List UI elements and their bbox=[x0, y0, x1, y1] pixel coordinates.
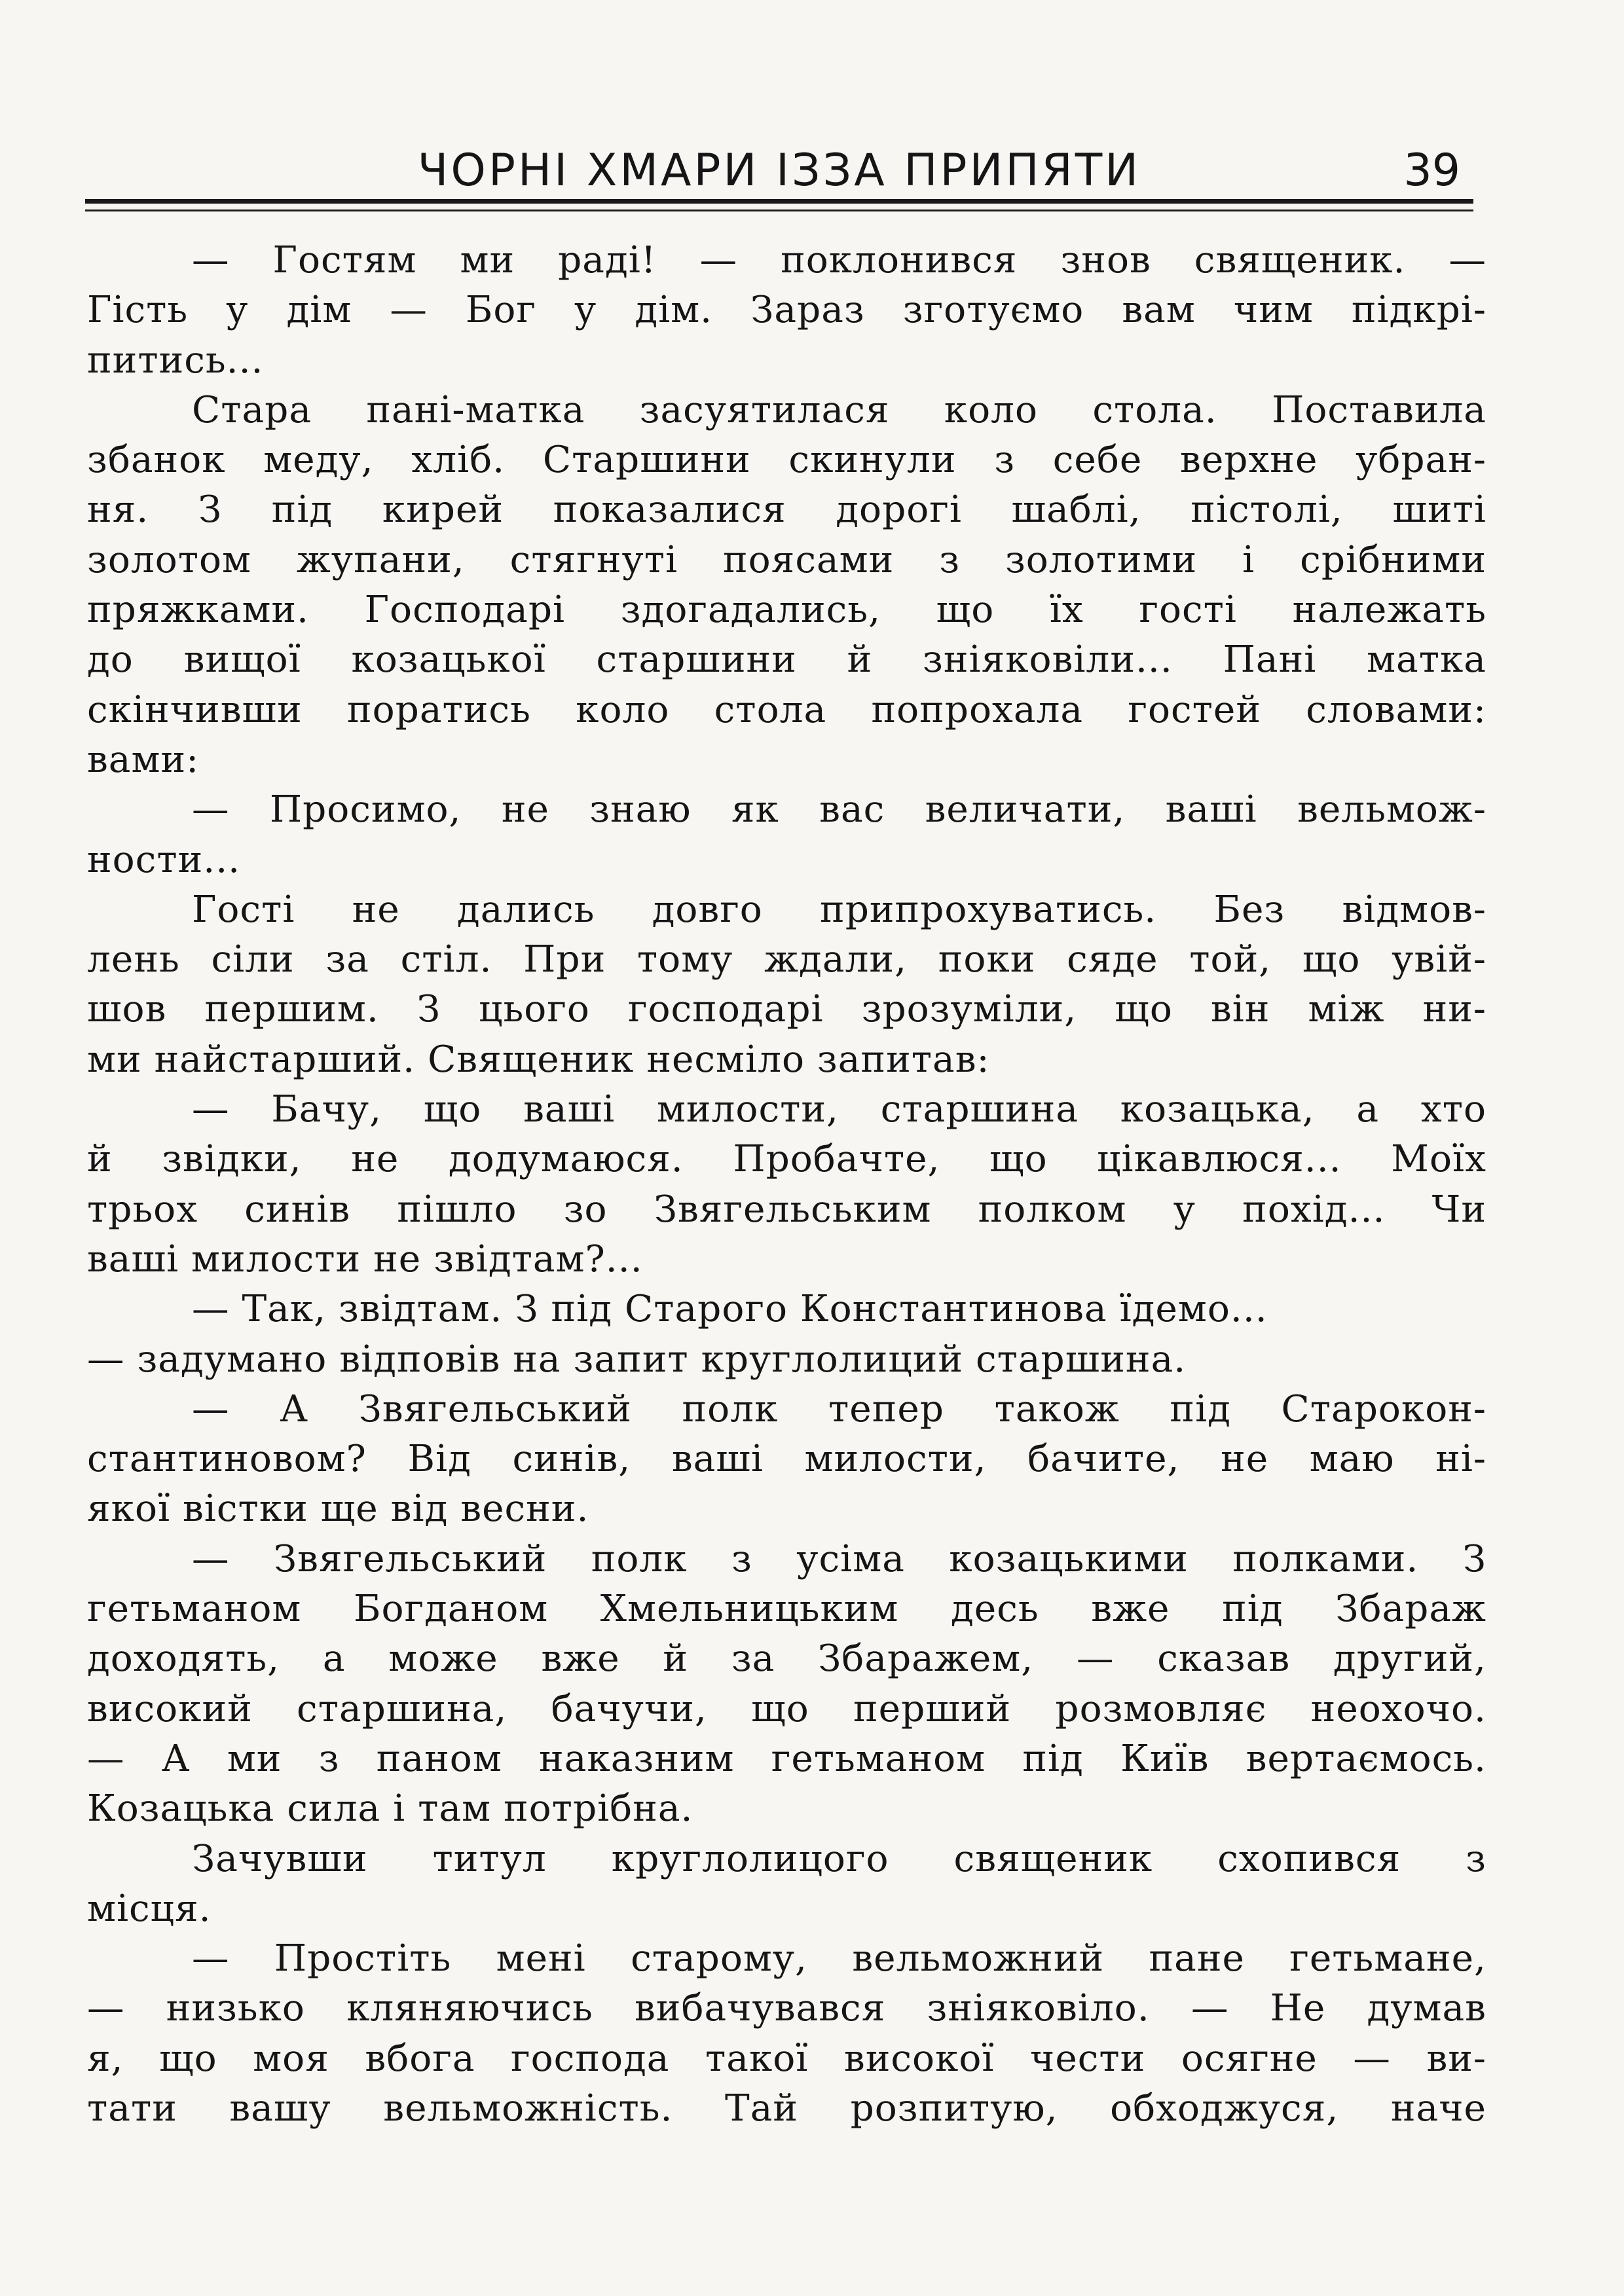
text-line: Козацька сила і там потрібна. bbox=[87, 1787, 693, 1831]
text-line: — Бачу, що ваші милости, старшина козацька, а хто bbox=[192, 1088, 1486, 1131]
body-text bbox=[87, 236, 1486, 2134]
text-line: шов першим. З цього господарі зрозуміли, що він між ни- bbox=[87, 988, 1486, 1031]
header-rule-thin bbox=[85, 210, 1473, 211]
text-line: Гість у дім — Бог у дім. Зараз зготуємо вам чим підкрі- bbox=[87, 289, 1486, 332]
text-line: Зачувши титул круглолицого священик схопився з bbox=[192, 1837, 1486, 1880]
header-rule-thick bbox=[85, 199, 1473, 204]
running-title: ЧОРНІ ХМАРИ ІЗЗА ПРИПЯТИ bbox=[417, 145, 1141, 196]
text-line: — Просимо, не знаю як вас величати, ваші вельмож- bbox=[192, 788, 1486, 831]
text-line: — Простіть мені старому, вельможний пане гетьмане, bbox=[192, 1937, 1486, 1980]
text-line: трьох синів пішло зо Звягельським полком у похід... Чи bbox=[87, 1188, 1486, 1231]
text-line: пряжками. Господарі здогадались, що їх гості належать bbox=[87, 589, 1486, 632]
text-line: вами: bbox=[87, 738, 200, 781]
text-line: збанок меду, хліб. Старшини скинули з себе верхне убран- bbox=[87, 439, 1486, 482]
text-line: тати вашу вельможність. Тай розпитую, обходжуся, наче bbox=[87, 2086, 1486, 2130]
text-line: доходять, а може вже й за Збаражем, — сказав другий, bbox=[87, 1637, 1486, 1681]
text-line: — Звягельський полк з усіма козацькими полками. З bbox=[192, 1537, 1486, 1580]
text-line: місця. bbox=[87, 1887, 212, 1930]
text-line: — А ми з паном наказним гетьманом під Київ вертаємось. bbox=[87, 1737, 1486, 1780]
text-line: Гості не дались довго припрохуватись. Без відмов- bbox=[192, 888, 1486, 931]
running-header bbox=[85, 134, 1473, 200]
text-line: — низько кляняючись вибачувався зніяковіло. — Не думав bbox=[87, 1987, 1486, 2030]
page-number: 39 bbox=[1403, 145, 1460, 196]
text-line: — А Звягельський полк тепер також під Старокон- bbox=[192, 1387, 1486, 1430]
text-line: золотом жупани, стягнуті поясами з золотими і срібними bbox=[87, 538, 1486, 581]
text-line: скінчивши поратись коло стола попрохала гостей словами: bbox=[87, 688, 1486, 731]
text-line: ми найстарший. Священик несміло запитав: bbox=[87, 1038, 990, 1081]
text-line: — Гостям ми раді! — поклонився знов священик. — bbox=[192, 239, 1486, 282]
text-line: ваші милости не звідтам?... bbox=[87, 1237, 643, 1281]
text-line: питись... bbox=[87, 338, 264, 382]
text-line: — задумано відповів на запит круглолиций старшина. bbox=[87, 1338, 1187, 1381]
text-line: ня. З під кирей показалися дорогі шаблі, пістолі, шиті bbox=[87, 488, 1486, 532]
text-line: ности... bbox=[87, 838, 241, 881]
text-line: Стара пані-матка засуятилася коло стола. Поставила bbox=[192, 388, 1486, 431]
text-line: я, що моя вбога господа такої високої чести осягне — ви- bbox=[87, 2037, 1486, 2080]
text-line: до вищої козацької старшини й зніяковіли... Пані матка bbox=[87, 638, 1486, 682]
text-line: високий старшина, бачучи, що перший розмовляє неохочо. bbox=[87, 1687, 1486, 1730]
text-line: гетьманом Богданом Хмельницьким десь вже під Збараж bbox=[87, 1588, 1486, 1631]
text-line: й звідки, не додумаюся. Пробачте, що цікавлюся... Моїх bbox=[87, 1138, 1486, 1181]
text-line: лень сіли за стіл. При тому ждали, поки сяде той, що увій- bbox=[87, 938, 1486, 981]
text-line: стантиновом? Від синів, ваші милости, бачите, не маю ні- bbox=[87, 1438, 1486, 1481]
text-line: якої вістки ще від весни. bbox=[87, 1487, 589, 1531]
text-line: — Так, звідтам. З під Старого Константинова їдемо... bbox=[192, 1288, 1268, 1331]
